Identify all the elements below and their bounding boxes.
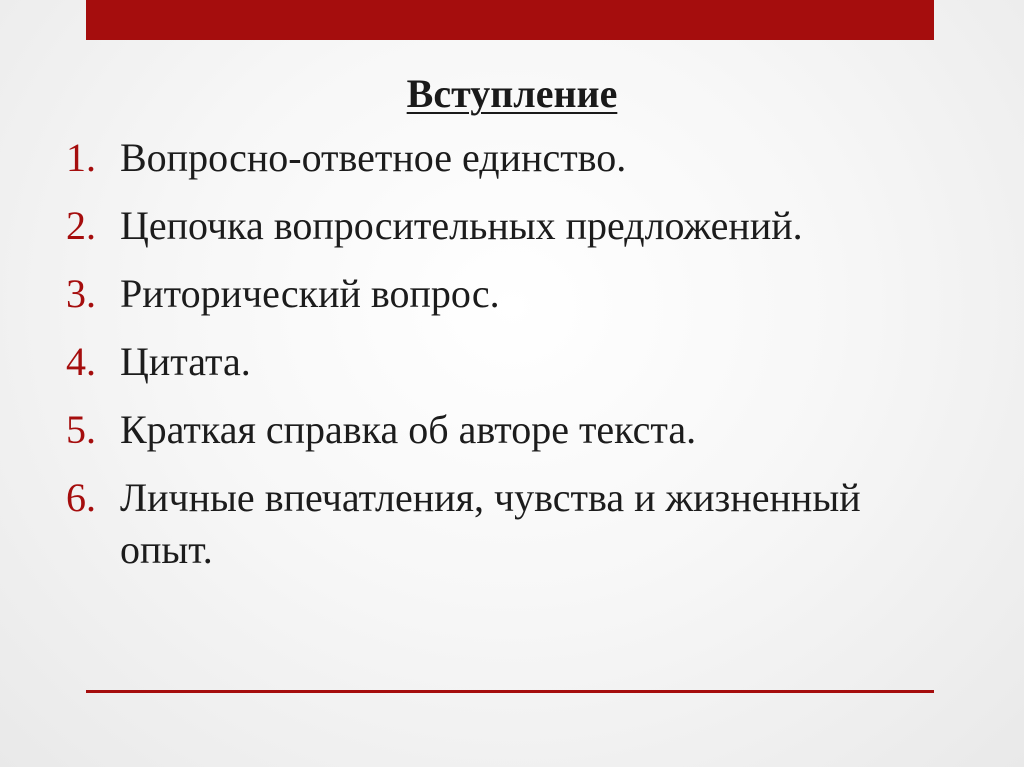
- list-item-text: Краткая справка об авторе текста.: [120, 407, 697, 452]
- list-item: [66, 268, 936, 320]
- list-item: [66, 404, 936, 456]
- list-item-number: 4.: [66, 339, 96, 384]
- list-item: [66, 472, 936, 576]
- list-item-text: Цитата.: [120, 339, 251, 384]
- list-item-number: 3.: [66, 271, 96, 316]
- list-item-number: 1.: [66, 135, 96, 180]
- list-item: [66, 132, 936, 184]
- list-item: [66, 200, 936, 252]
- bottom-divider: [86, 690, 934, 693]
- list-item: [66, 336, 936, 388]
- slide-title: Вступление: [406, 71, 618, 116]
- list-item-text: Личные впечатления, чувства и жизненный опыт.: [120, 475, 861, 572]
- numbered-list: [66, 132, 936, 592]
- list-item-number: 6.: [66, 475, 96, 520]
- top-accent-bar: [86, 0, 934, 40]
- list-item-text: Цепочка вопросительных предложений.: [120, 203, 803, 248]
- list-item-number: 2.: [66, 203, 96, 248]
- list-item-text: Риторический вопрос.: [120, 271, 500, 316]
- list-item-text: Вопросно-ответное единство.: [120, 135, 627, 180]
- list-item-number: 5.: [66, 407, 96, 452]
